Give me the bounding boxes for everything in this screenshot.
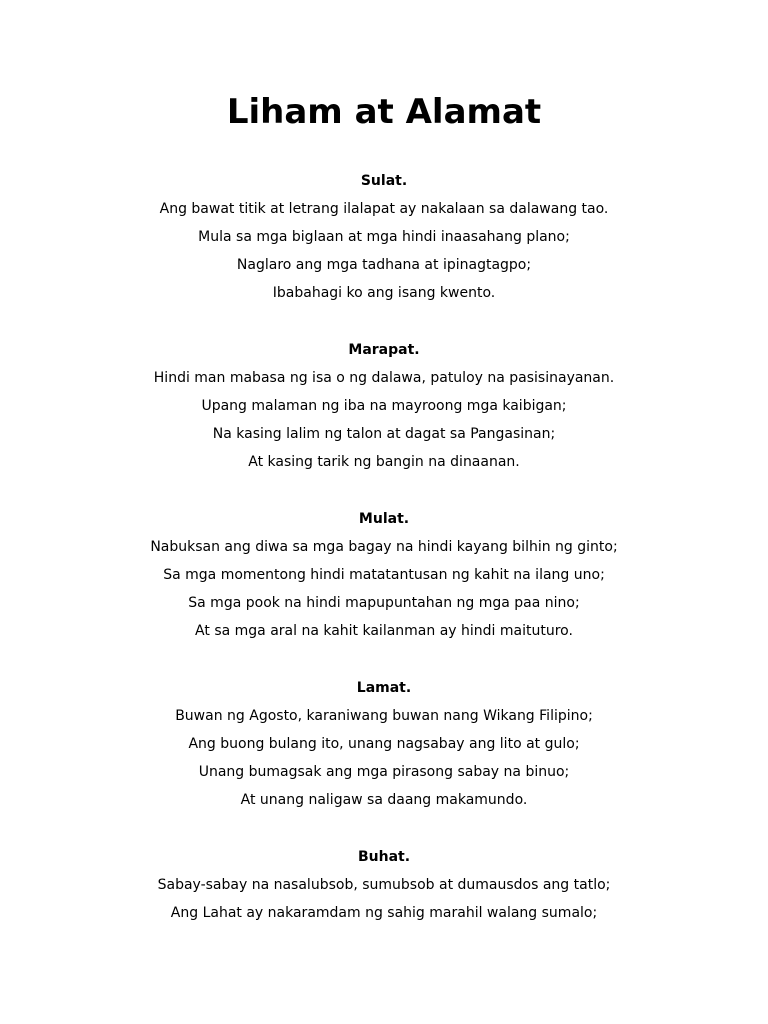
poem-line: Ibabahagi ko ang isang kwento. <box>272 285 496 301</box>
stanza-sulat <box>0 171 768 311</box>
poem-line: Hindi man mabasa ng isa o ng dalawa, patuloy na pasisinayanan. <box>153 370 615 386</box>
poem-line: Ang buong bulang ito, unang nagsabay ang lito at gulo; <box>188 736 580 752</box>
stanza-heading: Mulat. <box>358 511 410 527</box>
poem-line: Na kasing lalim ng talon at dagat sa Pangasinan; <box>212 426 556 442</box>
poem-line: Sabay-sabay na nasalubsob, sumubsob at dumausdos ang tatlo; <box>157 877 611 893</box>
poem-line: At kasing tarik ng bangin na dinaanan. <box>248 454 520 470</box>
poem-line: Unang bumagsak ang mga pirasong sabay na binuo; <box>198 764 570 780</box>
poem-line: Nabuksan ang diwa sa mga bagay na hindi kayang bilhin ng ginto; <box>150 539 618 555</box>
poem-line: Sa mga momentong hindi matatantusan ng kahit na ilang uno; <box>163 567 605 583</box>
poem-line: Buwan ng Agosto, karaniwang buwan nang Wikang Filipino; <box>175 708 593 724</box>
stanza-heading: Lamat. <box>356 680 412 696</box>
stanza-lamat <box>0 678 768 818</box>
stanza-heading: Sulat. <box>360 173 408 189</box>
stanza-heading: Buhat. <box>357 849 411 865</box>
poem-line: Ang bawat titik at letrang ilalapat ay nakalaan sa dalawang tao. <box>159 201 609 217</box>
poem-line: Naglaro ang mga tadhana at ipinagtagpo; <box>236 257 532 273</box>
poem-line: Upang malaman ng iba na mayroong mga kaibigan; <box>201 398 567 414</box>
poem-line: At unang naligaw sa daang makamundo. <box>240 792 528 808</box>
stanza-marapat <box>0 340 768 480</box>
poem-line: At sa mga aral na kahit kailanman ay hindi maituturo. <box>195 623 573 639</box>
stanza-buhat <box>0 847 768 931</box>
poem-line: Mula sa mga biglaan at mga hindi inaasahang plano; <box>198 229 570 245</box>
stanza-mulat <box>0 509 768 649</box>
document-title: Liham at Alamat <box>226 92 542 132</box>
stanza-heading: Marapat. <box>348 342 420 358</box>
poem-line: Sa mga pook na hindi mapupuntahan ng mga paa nino; <box>188 595 580 611</box>
poem-line: Ang Lahat ay nakaramdam ng sahig marahil walang sumalo; <box>170 905 598 921</box>
